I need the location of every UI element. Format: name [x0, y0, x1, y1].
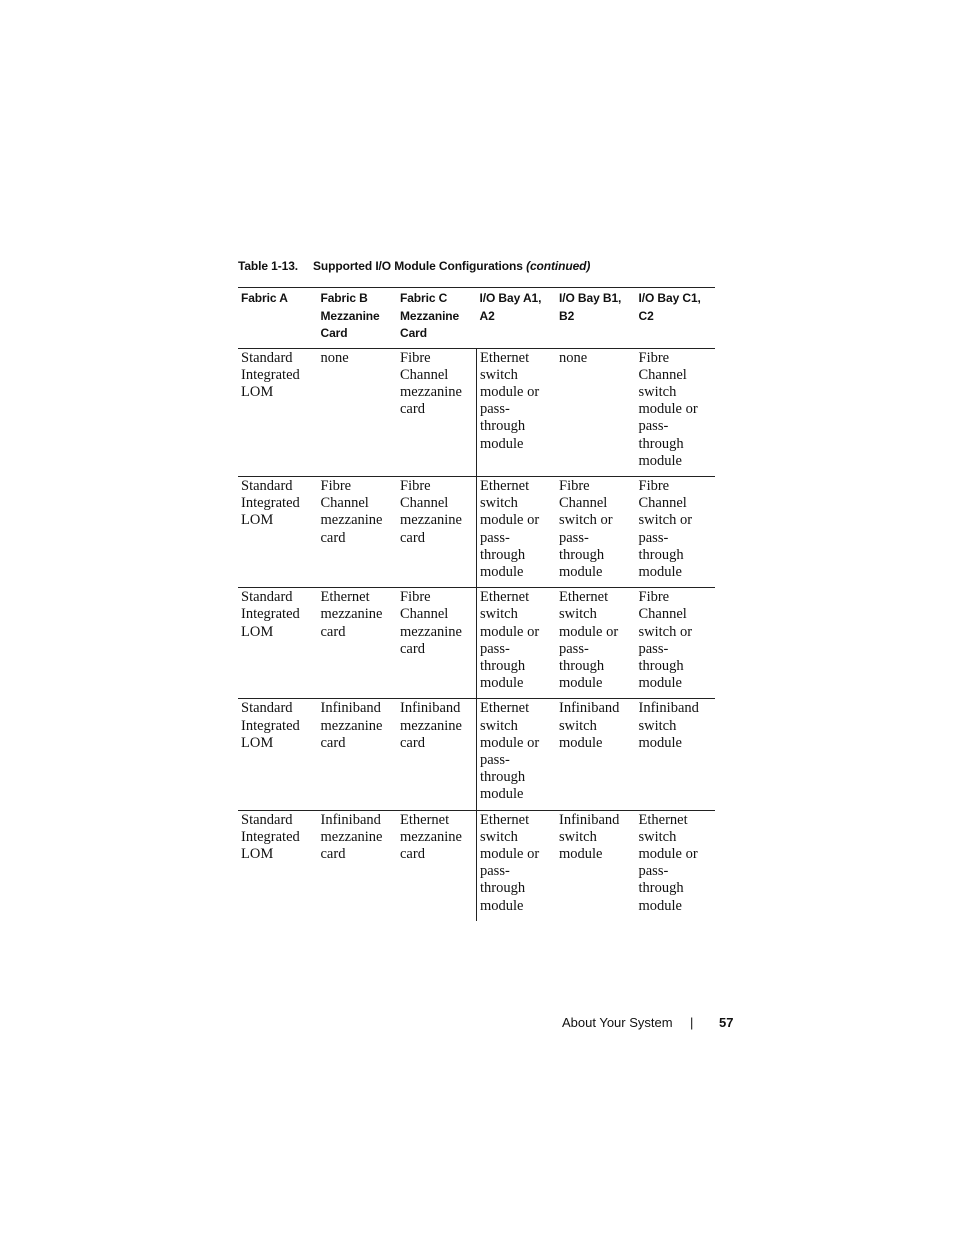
- cell-fabric-a: Standard Integrated LOM: [241, 589, 300, 640]
- footer-separator: |: [690, 1015, 694, 1030]
- page-number: 57: [719, 1015, 734, 1030]
- header-io-bay-b: I/O Bay B1, B2: [559, 291, 622, 323]
- table-title: Supported I/O Module Configurations: [313, 259, 523, 273]
- cell-io-bay-a: Ethernet switch module or pass- through module: [477, 588, 557, 699]
- table-row: [238, 348, 715, 476]
- footer-section-title: About Your System: [562, 1015, 673, 1030]
- table-row: [238, 588, 715, 699]
- cell-io-bay-c: Fibre Channel switch module or pass- through module: [638, 349, 698, 469]
- cell-io-bay-c: Ethernet switch module or pass- through module: [638, 811, 698, 914]
- cell-fabric-b: Ethernet mezzanine card: [320, 589, 383, 640]
- cell-io-bay-a: Ethernet switch module or pass- through module: [477, 699, 557, 810]
- table-row: [238, 476, 715, 587]
- cell-io-bay-c: Fibre Channel switch or pass- through module: [638, 477, 693, 580]
- cell-fabric-c: Infiniband mezzanine card: [400, 700, 462, 751]
- cell-io-bay-a: Ethernet switch module or pass- through module: [477, 810, 557, 921]
- cell-fabric-c: Fibre Channel mezzanine card: [400, 477, 462, 546]
- table-header-row: [238, 288, 715, 349]
- header-io-bay-a: I/O Bay A1, A2: [479, 291, 542, 323]
- header-fabric-c: Fabric C Mezzanine Card: [400, 291, 460, 340]
- table-continued-label: (continued): [526, 259, 591, 273]
- cell-fabric-c: Ethernet mezzanine card: [400, 811, 462, 862]
- table-caption: [238, 259, 590, 273]
- cell-io-bay-c: Infiniband switch module: [638, 700, 699, 751]
- cell-fabric-b: Fibre Channel mezzanine card: [320, 477, 383, 546]
- cell-io-bay-b: Fibre Channel switch or pass- through module: [559, 477, 613, 580]
- header-fabric-b: Fabric B Mezzanine Card: [320, 291, 380, 340]
- cell-io-bay-b: Infiniband switch module: [559, 700, 620, 751]
- cell-fabric-a: Standard Integrated LOM: [241, 700, 300, 751]
- cell-io-bay-b: none: [559, 349, 588, 366]
- cell-fabric-c: Fibre Channel mezzanine card: [400, 349, 462, 418]
- table-number: Table 1-13.: [238, 259, 299, 273]
- cell-io-bay-b: Infiniband switch module: [559, 811, 620, 862]
- cell-fabric-c: Fibre Channel mezzanine card: [400, 589, 462, 657]
- cell-io-bay-b: Ethernet switch module or pass- through module: [559, 589, 619, 692]
- cell-io-bay-c: Fibre Channel switch or pass- through module: [638, 589, 693, 692]
- table-row: [238, 699, 715, 810]
- table-row: [238, 810, 715, 921]
- cell-fabric-b: Infiniband mezzanine card: [320, 700, 383, 751]
- cell-fabric-a: Standard Integrated LOM: [241, 349, 300, 400]
- header-fabric-a: Fabric A: [241, 291, 288, 305]
- cell-io-bay-a: Ethernet switch module or pass- through module: [477, 476, 557, 587]
- cell-fabric-a: Standard Integrated LOM: [241, 477, 300, 529]
- io-module-config-table: [238, 287, 715, 921]
- header-io-bay-c: I/O Bay C1, C2: [638, 291, 701, 323]
- cell-fabric-b: Infiniband mezzanine card: [320, 811, 383, 862]
- cell-fabric-b: none: [320, 349, 349, 366]
- cell-io-bay-a: Ethernet switch module or pass- through module: [477, 348, 557, 476]
- cell-fabric-a: Standard Integrated LOM: [241, 811, 300, 862]
